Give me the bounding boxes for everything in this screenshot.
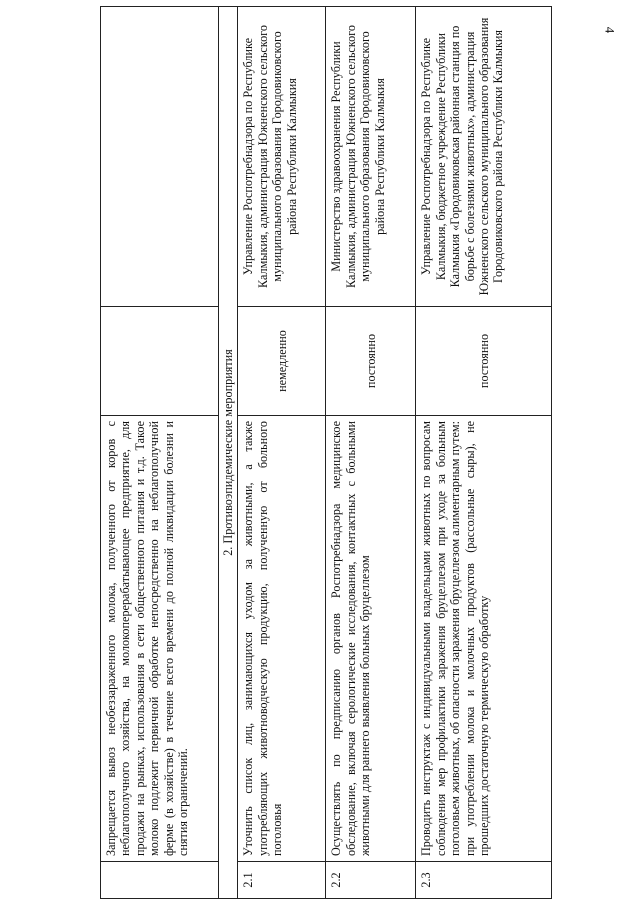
task-text: Уточнить список лиц, занимающихся уходом за животными, а также употребляющих животноводческую продукцию, полученную от больного поголовья	[241, 421, 285, 856]
task-cell	[326, 416, 416, 862]
task-cell	[238, 416, 326, 862]
row-number-cell: 2.1	[238, 862, 326, 899]
term-cell: постоянно	[416, 307, 552, 416]
page-number: 4	[601, 26, 617, 34]
task-text: Проводить инструктаж с индивидуальными владельцами животных по вопросам соблюдения мер профилактики заражения бруцеллезом при уходе за больным поголовьем животных, об опасности заражения бруцеллезом алиментарным путем: при употреблении молока и молочных продуктов (рассольные сыры), не прошедших достаточную термическую обработку	[419, 421, 491, 856]
term-cell: немедленно	[238, 307, 326, 416]
section-header-row	[219, 7, 238, 899]
table-row	[101, 7, 219, 899]
term-cell: постоянно	[326, 307, 416, 416]
row-number-cell	[101, 862, 219, 899]
row-number-cell: 2.3	[416, 862, 552, 899]
table-row	[326, 7, 416, 899]
task-cell	[416, 416, 552, 862]
measures-table	[100, 6, 552, 899]
row-number-cell: 2.2	[326, 862, 416, 899]
executor-cell: Управление Роспотребнадзора по Республике Калмыкия, бюджетное учреждение Республики Калмыкия «Городовиковская районная станция по борьбе с болезнями животных», администрация Южненского сельского муниципального образования Городовиковского района Республики Калмыкия	[416, 7, 552, 307]
table-row	[238, 7, 326, 899]
executor-cell: Управление Роспотребнадзора по Республике Калмыкия, администрация Южненского сельского муниципального образования Городовиковского района Республики Калмыкия	[238, 7, 326, 307]
table-row	[416, 7, 552, 899]
executor-cell	[101, 7, 219, 307]
executor-cell: Министерство здравоохранения Республики Калмыкия, администрация Южненского сельского муниципального образования Городовиковского района Республики Калмыкия	[326, 7, 416, 307]
rotated-table-sheet	[100, 6, 552, 899]
task-text: Запрещается вывоз необеззараженного молока, полученного от коров с неблагополучного хозяйства, на молокоперерабатывающее предприятие, для продажи на рынках, использования в сети общественного питания и т.д. Такое молоко подлежит первичной обработке непосредственно на неблагополучной ферме (в хозяйстве) в течение всего времени до полной ликвидации болезни и снятия ограничений.	[104, 421, 190, 856]
task-text: Осуществлять по предписанию органов Роспотребнадзора медицинское обследование, включая серологические исследования, контактных с больными животными для раннего выявления больных бруцеллезом	[329, 421, 373, 856]
section-title: 2. Противоэпидемические мероприятия	[219, 7, 238, 899]
task-cell	[101, 416, 219, 862]
term-cell	[101, 307, 219, 416]
